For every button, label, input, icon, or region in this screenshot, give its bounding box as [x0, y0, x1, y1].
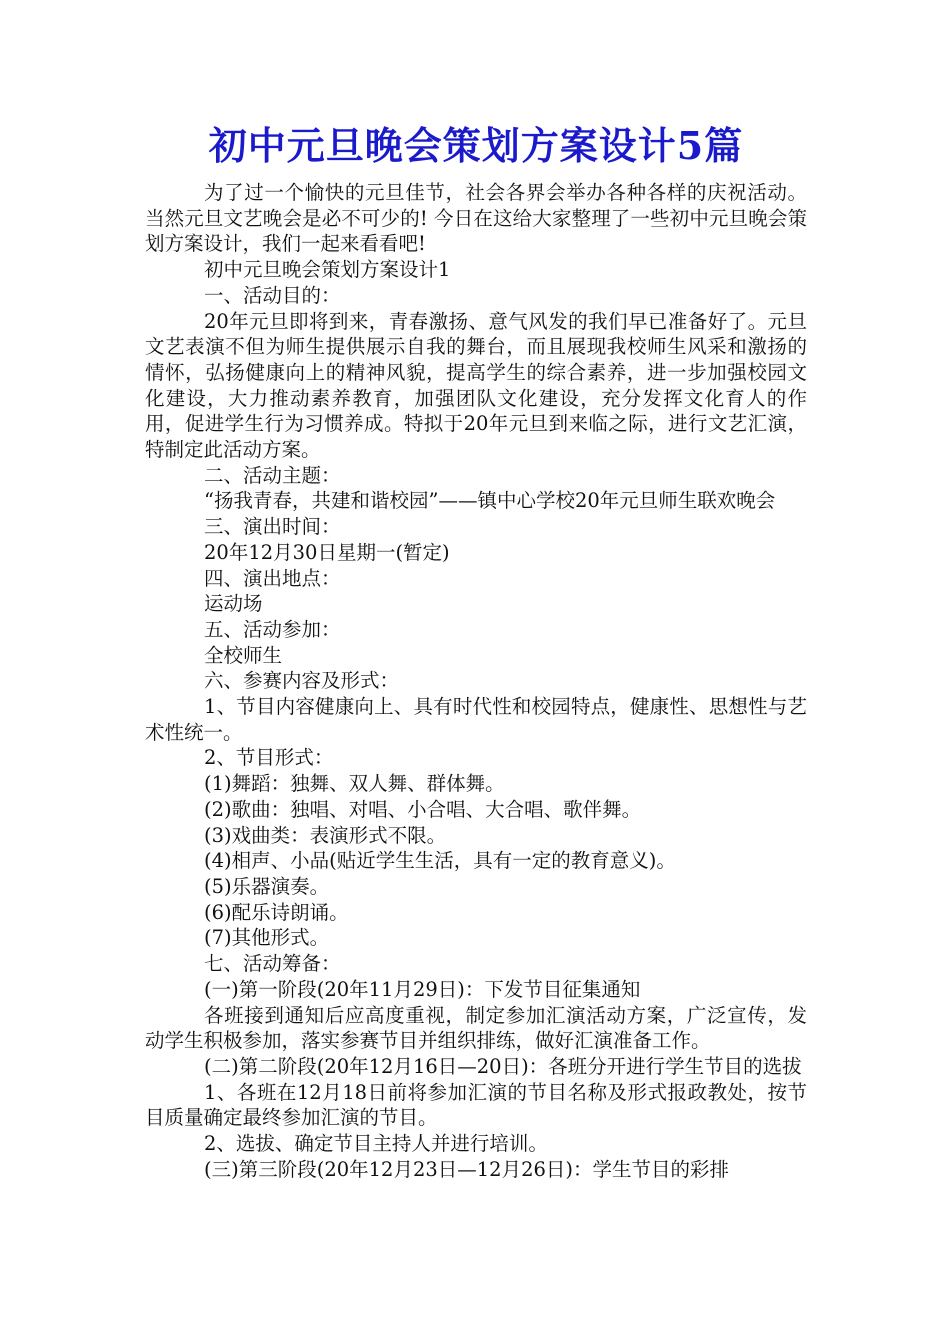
paragraph: (二)第二阶段(20年12月16日—20日)：各班分开进行学生节目的选拔: [204, 1054, 802, 1078]
paragraph: 运动场: [204, 592, 263, 616]
paragraph: 二、活动主题：: [204, 463, 341, 487]
paragraph: 2、选拔、确定节目主持人并进行培训。: [204, 1132, 548, 1156]
paragraph: (一)第一阶段(20年11月29日)：下发节目征集通知: [204, 977, 641, 1001]
paragraph: 三、演出时间：: [204, 515, 341, 539]
paragraph: (3)戏曲类：表演形式不限。: [204, 823, 447, 847]
paragraph: 各班接到通知后应高度重视，制定参加汇演活动方案，广泛宣传，发动学生积极参加，落实参赛节目并组织排练，做好汇演准备工作。: [145, 1003, 807, 1053]
paragraph: 全校师生: [204, 643, 283, 667]
paragraph: (4)相声、小品(贴近学生生活，具有一定的教育意义)。: [204, 849, 676, 873]
paragraph: 20年元旦即将到来，青春激扬、意气风发的我们早已准备好了。元旦文艺表演不但为师生提供展示自我的舞台，而且展现我校师生风采和激扬的情怀，弘扬健康向上的精神风貌，提高学生的综合素养，进一步加强校园文化建设，大力推动素养教育，加强团队文化建设，充分发挥文化育人的作用，促进学生行为习惯养成。特拟于20年元旦到来临之际，进行文艺汇演，特制定此活动方案。: [145, 309, 807, 462]
paragraph: (6)配乐诗朗诵。: [204, 900, 349, 924]
paragraph: “扬我青春，共建和谐校园”——镇中心学校20年元旦师生联欢晚会: [204, 489, 776, 513]
document-page: [145, 118, 807, 1182]
paragraph: 四、演出地点：: [204, 566, 341, 590]
paragraph: 一、活动目的：: [204, 283, 341, 307]
paragraph: 为了过一个愉快的元旦佳节，社会各界会举办各种各样的庆祝活动。当然元旦文艺晚会是必不可少的! 今日在这给大家整理了一些初中元旦晚会策划方案设计，我们一起来看看吧!: [145, 181, 807, 256]
paragraph: (7)其他形式。: [204, 926, 330, 950]
paragraph: 六、参赛内容及形式：: [204, 669, 400, 693]
paragraph: 1、各班在12月18日前将参加汇演的节目名称及形式报政教处，按节目质量确定最终参加汇演的节目。: [145, 1080, 807, 1130]
paragraph: (2)歌曲：独唱、对唱、小合唱、大合唱、歌伴舞。: [204, 797, 642, 821]
paragraph: 20年12月30日星期一(暂定): [204, 540, 450, 564]
paragraph: (5)乐器演奏。: [204, 874, 330, 898]
paragraph: 七、活动筹备：: [204, 952, 341, 976]
paragraph: 五、活动参加：: [204, 617, 341, 641]
paragraph: (1)舞蹈：独舞、双人舞、群体舞。: [204, 772, 505, 796]
paragraph: 初中元旦晚会策划方案设计1: [204, 258, 451, 282]
paragraph: 1、节目内容健康向上、具有时代性和校园特点，健康性、思想性与艺术性统一。: [145, 695, 807, 744]
document-title: 初中元旦晚会策划方案设计5篇: [208, 123, 744, 168]
document-body: [145, 180, 807, 1182]
paragraph: (三)第三阶段(20年12月23日—12月26日)：学生节目的彩排: [204, 1157, 729, 1181]
paragraph: 2、节目形式：: [204, 746, 334, 770]
